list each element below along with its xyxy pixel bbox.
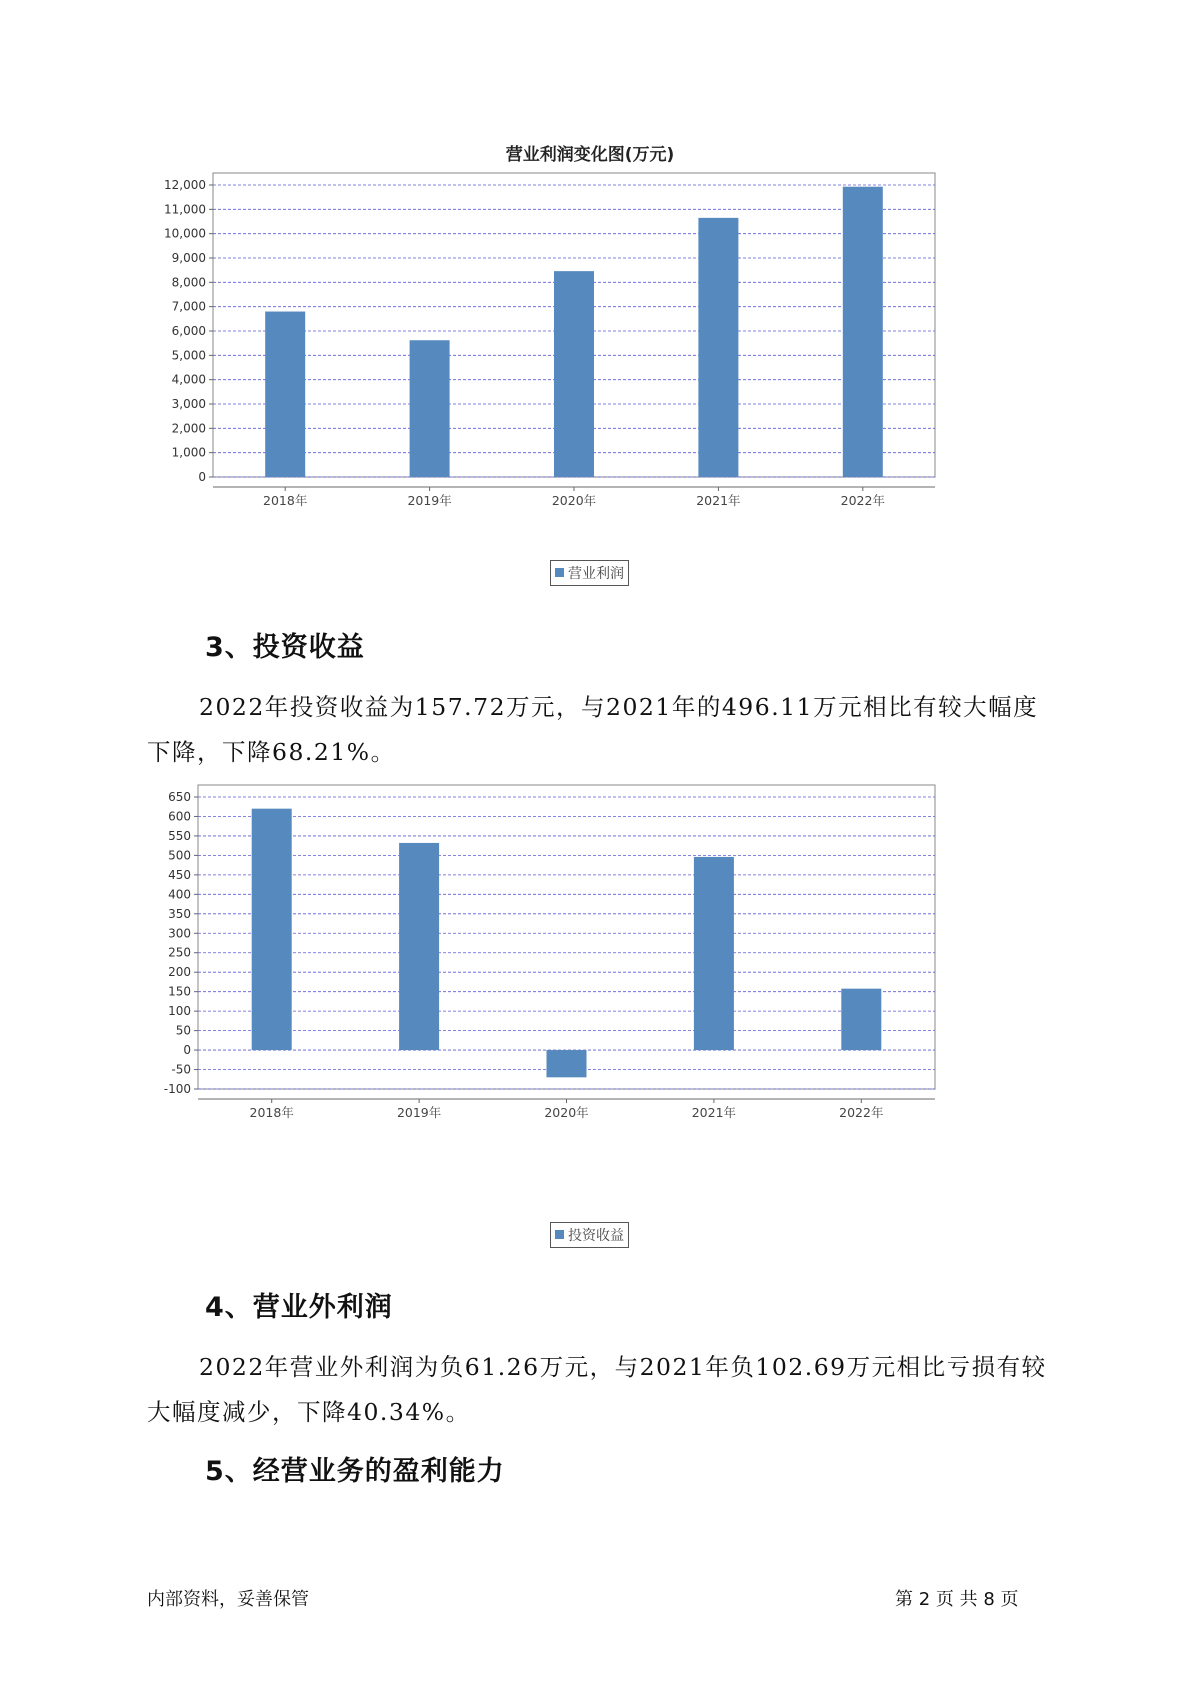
bar bbox=[265, 312, 305, 477]
y-tick-label: 0 bbox=[198, 470, 206, 484]
y-tick-label: 300 bbox=[168, 926, 191, 941]
bar bbox=[399, 843, 439, 1050]
y-tick-label: 450 bbox=[168, 867, 191, 882]
y-tick-label: 500 bbox=[168, 848, 191, 863]
bar bbox=[841, 989, 881, 1050]
chart-legend bbox=[550, 560, 629, 586]
y-tick-label: 0 bbox=[183, 1043, 191, 1058]
y-tick-label: 9,000 bbox=[171, 251, 206, 265]
legend-label: 营业利润 bbox=[568, 566, 624, 582]
investment-income-chart bbox=[150, 790, 1030, 1263]
bar bbox=[547, 1050, 587, 1077]
y-tick-label: 550 bbox=[168, 828, 191, 843]
x-tick-label: 2022年 bbox=[839, 1105, 884, 1120]
footer-left: 内部资料，妥善保管 bbox=[147, 1589, 309, 1610]
y-tick-label: 4,000 bbox=[171, 372, 206, 387]
y-tick-label: 11,000 bbox=[164, 202, 206, 217]
y-tick-label: 400 bbox=[168, 887, 191, 902]
y-tick-label: 200 bbox=[168, 965, 191, 980]
x-tick-label: 2021年 bbox=[691, 1105, 737, 1120]
chart-legend bbox=[550, 1222, 629, 1248]
x-tick-label: 2018年 bbox=[249, 1105, 294, 1120]
bar bbox=[843, 187, 883, 477]
y-tick-label: 50 bbox=[175, 1023, 191, 1038]
y-tick-label: 3,000 bbox=[171, 397, 206, 411]
bar bbox=[410, 340, 450, 477]
x-tick-label: 2020年 bbox=[544, 1105, 589, 1120]
x-tick-label: 2018年 bbox=[263, 493, 308, 508]
y-tick-label: -50 bbox=[171, 1062, 191, 1077]
section-heading: 4、营业外利润 bbox=[205, 1292, 393, 1323]
chart-title: 营业利润变化图(万元) bbox=[505, 145, 675, 165]
section-paragraph: 2022年投资收益为157.72万元，与2021年的496.11万元相比有较大幅度下降，下降68.21%。 bbox=[147, 693, 1039, 766]
plot-area bbox=[198, 785, 935, 1089]
y-tick-label: 250 bbox=[168, 945, 191, 960]
operating-profit-chart bbox=[150, 140, 1030, 590]
x-tick-label: 2020年 bbox=[551, 493, 597, 508]
y-tick-label: 10,000 bbox=[164, 226, 206, 241]
x-tick-label: 2022年 bbox=[840, 493, 885, 508]
operating-profit-plot bbox=[150, 140, 1030, 540]
y-tick-label: 350 bbox=[168, 906, 191, 921]
y-tick-label: 6,000 bbox=[171, 324, 206, 338]
footer-page-number: 第 2 页 共 8 页 bbox=[895, 1589, 1019, 1610]
y-tick-label: 600 bbox=[168, 809, 191, 824]
y-tick-label: 2,000 bbox=[171, 421, 206, 436]
x-tick-label: 2021年 bbox=[696, 493, 741, 508]
bar bbox=[694, 857, 734, 1050]
x-tick-label: 2019年 bbox=[407, 493, 452, 508]
bar bbox=[698, 218, 738, 477]
bar bbox=[554, 271, 594, 477]
y-tick-label: 150 bbox=[168, 984, 191, 999]
x-tick-label: 2019年 bbox=[396, 1105, 442, 1120]
y-tick-label: -100 bbox=[163, 1082, 191, 1096]
y-tick-label: 1,000 bbox=[171, 445, 206, 460]
y-tick-label: 650 bbox=[168, 790, 191, 804]
legend-swatch bbox=[555, 568, 564, 577]
y-tick-label: 100 bbox=[168, 1004, 191, 1019]
legend-label: 投资收益 bbox=[568, 1228, 624, 1244]
y-tick-label: 8,000 bbox=[171, 275, 206, 290]
y-tick-label: 5,000 bbox=[171, 348, 206, 363]
section-heading: 3、投资收益 bbox=[205, 632, 365, 663]
legend-swatch bbox=[555, 1230, 564, 1239]
investment-income-plot bbox=[150, 790, 1030, 1223]
y-tick-label: 12,000 bbox=[164, 178, 206, 192]
section-heading: 5、经营业务的盈利能力 bbox=[205, 1456, 505, 1487]
bar bbox=[252, 809, 292, 1050]
section-paragraph: 2022年营业外利润为负61.26万元，与2021年负102.69万元相比亏损有较大幅度减少，下降40.34%。 bbox=[147, 1353, 1047, 1426]
y-tick-label: 7,000 bbox=[171, 299, 206, 314]
